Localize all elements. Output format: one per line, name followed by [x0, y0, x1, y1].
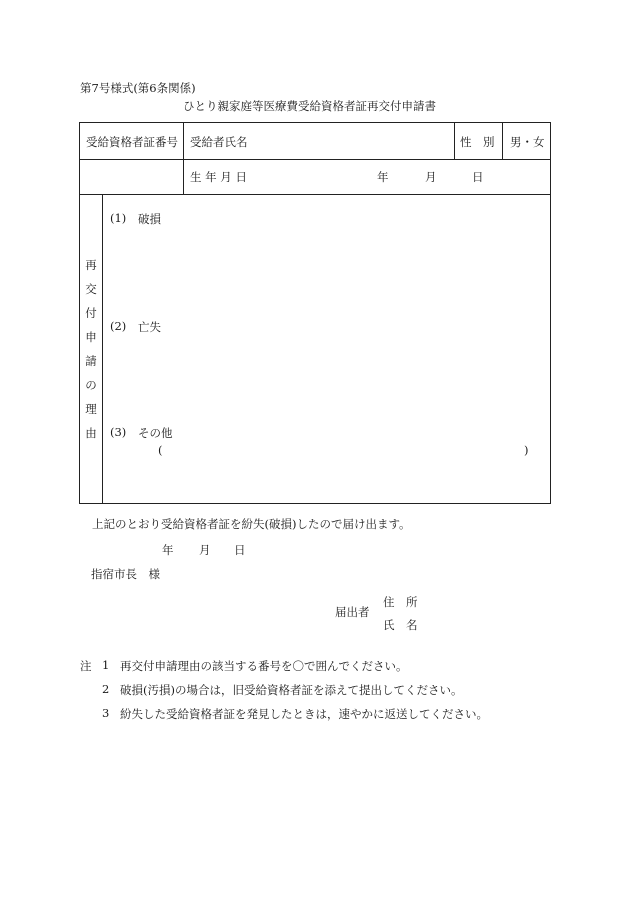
- reason-char: 請: [85, 354, 97, 368]
- note-1-text: 再交付申請理由の該当する番号を〇で囲んでください。: [120, 659, 408, 673]
- reason-char: 由: [85, 426, 97, 440]
- other-paren-open: (: [158, 443, 163, 457]
- name-label: 氏 名: [383, 618, 418, 632]
- reason-char: 再: [85, 258, 97, 272]
- reason-char: の: [85, 378, 97, 392]
- declaration-day: 日: [234, 543, 246, 557]
- row-divider-2: [80, 194, 550, 195]
- col-divider-2: [454, 123, 455, 159]
- declaration-statement: 上記のとおり受給資格者証を紛失(破損)したので届け出ます。: [92, 517, 411, 531]
- application-form-table: [79, 122, 551, 504]
- note-2-text: 破損(汚損)の場合は，旧受給資格者証を添えて提出してください。: [120, 683, 463, 697]
- declaration-month: 月: [199, 543, 211, 557]
- col-divider-1: [183, 123, 184, 194]
- reason-2-label: 亡失: [138, 320, 161, 334]
- reason-3-label: その他: [138, 426, 173, 440]
- birthdate-year: 年: [377, 170, 389, 184]
- birthdate-label: 生 年 月 日: [190, 170, 247, 184]
- reason-char: 申: [85, 330, 97, 344]
- reason-1-label: 破損: [138, 212, 161, 226]
- cert-number-label: 受給資格者証番号: [86, 135, 178, 149]
- note-1-number: 1: [102, 658, 110, 672]
- reason-char: 交: [85, 282, 97, 296]
- document-title: ひとり親家庭等医療費受給資格者証再交付申請書: [183, 99, 436, 113]
- reason-char: 付: [85, 306, 97, 320]
- row-divider-1: [80, 159, 550, 160]
- reason-2-number: (2): [110, 319, 127, 333]
- col-divider-reason: [102, 194, 103, 503]
- col-divider-3: [502, 123, 503, 159]
- other-paren-close: ): [524, 443, 529, 457]
- gender-label: 性 別: [460, 135, 495, 149]
- note-2-number: 2: [102, 682, 110, 696]
- birthdate-day: 日: [472, 170, 484, 184]
- gender-value: 男・女: [510, 135, 545, 149]
- notes-prefix: 注: [80, 659, 92, 673]
- applicant-label: 届出者: [335, 605, 370, 619]
- note-3-text: 紛失した受給資格者証を発見したときは，速やかに返送してください。: [120, 707, 488, 721]
- reason-1-number: (1): [110, 211, 127, 225]
- reason-3-number: (3): [110, 425, 127, 439]
- note-3-number: 3: [102, 706, 110, 720]
- reason-char: 理: [85, 402, 97, 416]
- form-number: 第7号様式(第6条関係): [80, 81, 196, 95]
- address-label: 住 所: [383, 595, 418, 609]
- recipient-name-label: 受給者氏名: [190, 135, 248, 149]
- reason-vertical-label: [80, 253, 102, 445]
- declaration-year: 年: [162, 543, 174, 557]
- birthdate-month: 月: [425, 170, 437, 184]
- addressee: 指宿市長 様: [91, 567, 160, 581]
